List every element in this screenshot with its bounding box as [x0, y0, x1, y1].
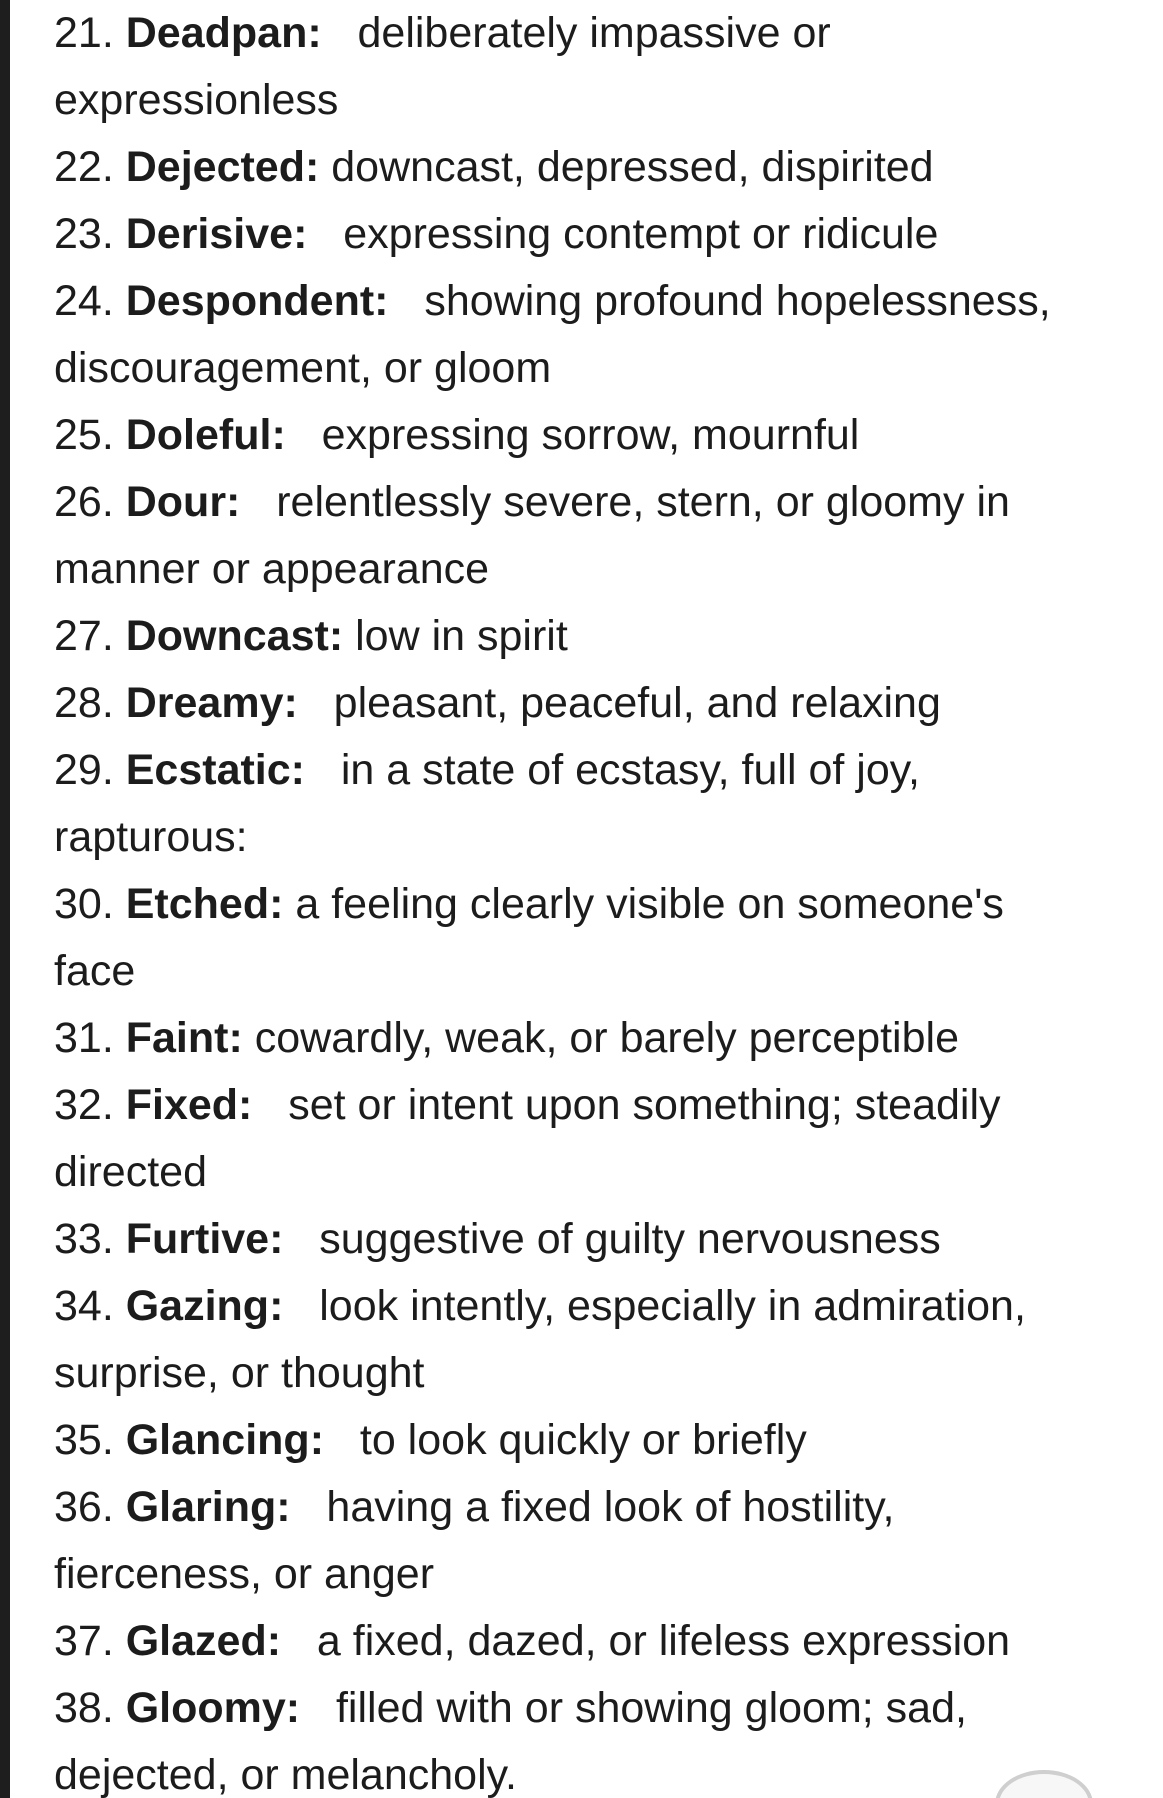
entry-number: 22. — [54, 143, 114, 191]
entry-definition: set or intent upon something; steadily directed — [54, 1081, 1001, 1196]
list-item — [0, 603, 1163, 670]
list-item — [0, 201, 1163, 268]
list-item — [0, 402, 1163, 469]
entry-term: Ecstatic: — [125, 746, 305, 794]
entry-term: Gloomy: — [125, 1684, 301, 1732]
list-item — [0, 1675, 1163, 1798]
entry-term: Fixed: — [125, 1081, 253, 1129]
list-item — [0, 871, 1163, 1005]
list-item — [0, 268, 1163, 402]
entry-definition: filled with or showing gloom; sad, dejected, or melancholy. — [54, 1684, 967, 1798]
entry-definition: showing profound hopelessness, discouragement, or gloom — [54, 277, 1051, 392]
entry-term: Dejected: — [125, 143, 320, 191]
entry-term: Faint: — [125, 1014, 243, 1062]
entry-definition: having a fixed look of hostility, fierceness, or anger — [54, 1483, 895, 1598]
list-item — [0, 737, 1163, 871]
entry-definition: expressing contempt or ridicule — [343, 210, 939, 258]
entry-definition: relentlessly severe, stern, or gloomy in manner or appearance — [54, 478, 1010, 593]
entry-number: 31. — [54, 1014, 114, 1062]
list-item — [0, 469, 1163, 603]
entry-number: 32. — [54, 1081, 114, 1129]
entry-term: Doleful: — [125, 411, 286, 459]
entry-term: Furtive: — [125, 1215, 284, 1263]
entry-number: 35. — [54, 1416, 114, 1464]
entry-definition: low in spirit — [355, 612, 568, 660]
entry-term: Despondent: — [125, 277, 389, 325]
entry-term: Derisive: — [125, 210, 308, 258]
entry-definition: a fixed, dazed, or lifeless expression — [316, 1617, 1011, 1665]
entry-definition: a feeling clearly visible on someone's face — [54, 880, 1004, 995]
entry-number: 28. — [54, 679, 114, 727]
entry-definition: cowardly, weak, or barely perceptible — [254, 1014, 959, 1062]
entry-definition: suggestive of guilty nervousness — [319, 1215, 941, 1263]
entry-definition: to look quickly or briefly — [359, 1416, 807, 1464]
list-item — [0, 0, 1163, 134]
list-item — [0, 1072, 1163, 1206]
list-item — [0, 1407, 1163, 1474]
entry-number: 34. — [54, 1282, 114, 1330]
entry-definition: deliberately impassive or expressionless — [54, 9, 831, 124]
entry-definition: downcast, depressed, dispirited — [331, 143, 934, 191]
entry-definition: pleasant, peaceful, and relaxing — [333, 679, 941, 727]
entry-definition: in a state of ecstasy, full of joy, rapturous: — [54, 746, 921, 861]
entry-term: Dour: — [125, 478, 241, 526]
list-item — [0, 1474, 1163, 1608]
entry-term: Glancing: — [125, 1416, 325, 1464]
list-item — [0, 1273, 1163, 1407]
entry-number: 27. — [54, 612, 114, 660]
entry-number: 30. — [54, 880, 114, 928]
entry-term: Downcast: — [125, 612, 344, 660]
entry-term: Deadpan: — [125, 9, 322, 57]
entry-number: 23. — [54, 210, 114, 258]
entry-definition: look intently, especially in admiration, surprise, or thought — [54, 1282, 1026, 1397]
entry-term: Glazed: — [125, 1617, 282, 1665]
entry-term: Etched: — [125, 880, 284, 928]
entry-number: 25. — [54, 411, 114, 459]
entry-number: 33. — [54, 1215, 114, 1263]
list-item — [0, 1608, 1163, 1675]
list-item — [0, 1005, 1163, 1072]
list-item — [0, 1206, 1163, 1273]
list-item — [0, 670, 1163, 737]
entry-number: 38. — [54, 1684, 114, 1732]
entry-definition: expressing sorrow, mournful — [321, 411, 860, 459]
entry-term: Dreamy: — [125, 679, 298, 727]
list-item — [0, 134, 1163, 201]
entry-number: 21. — [54, 9, 114, 57]
entry-number: 37. — [54, 1617, 114, 1665]
entry-number: 24. — [54, 277, 114, 325]
entry-term: Glaring: — [125, 1483, 291, 1531]
entry-number: 26. — [54, 478, 114, 526]
entry-number: 36. — [54, 1483, 114, 1531]
entry-term: Gazing: — [125, 1282, 284, 1330]
entry-number: 29. — [54, 746, 114, 794]
